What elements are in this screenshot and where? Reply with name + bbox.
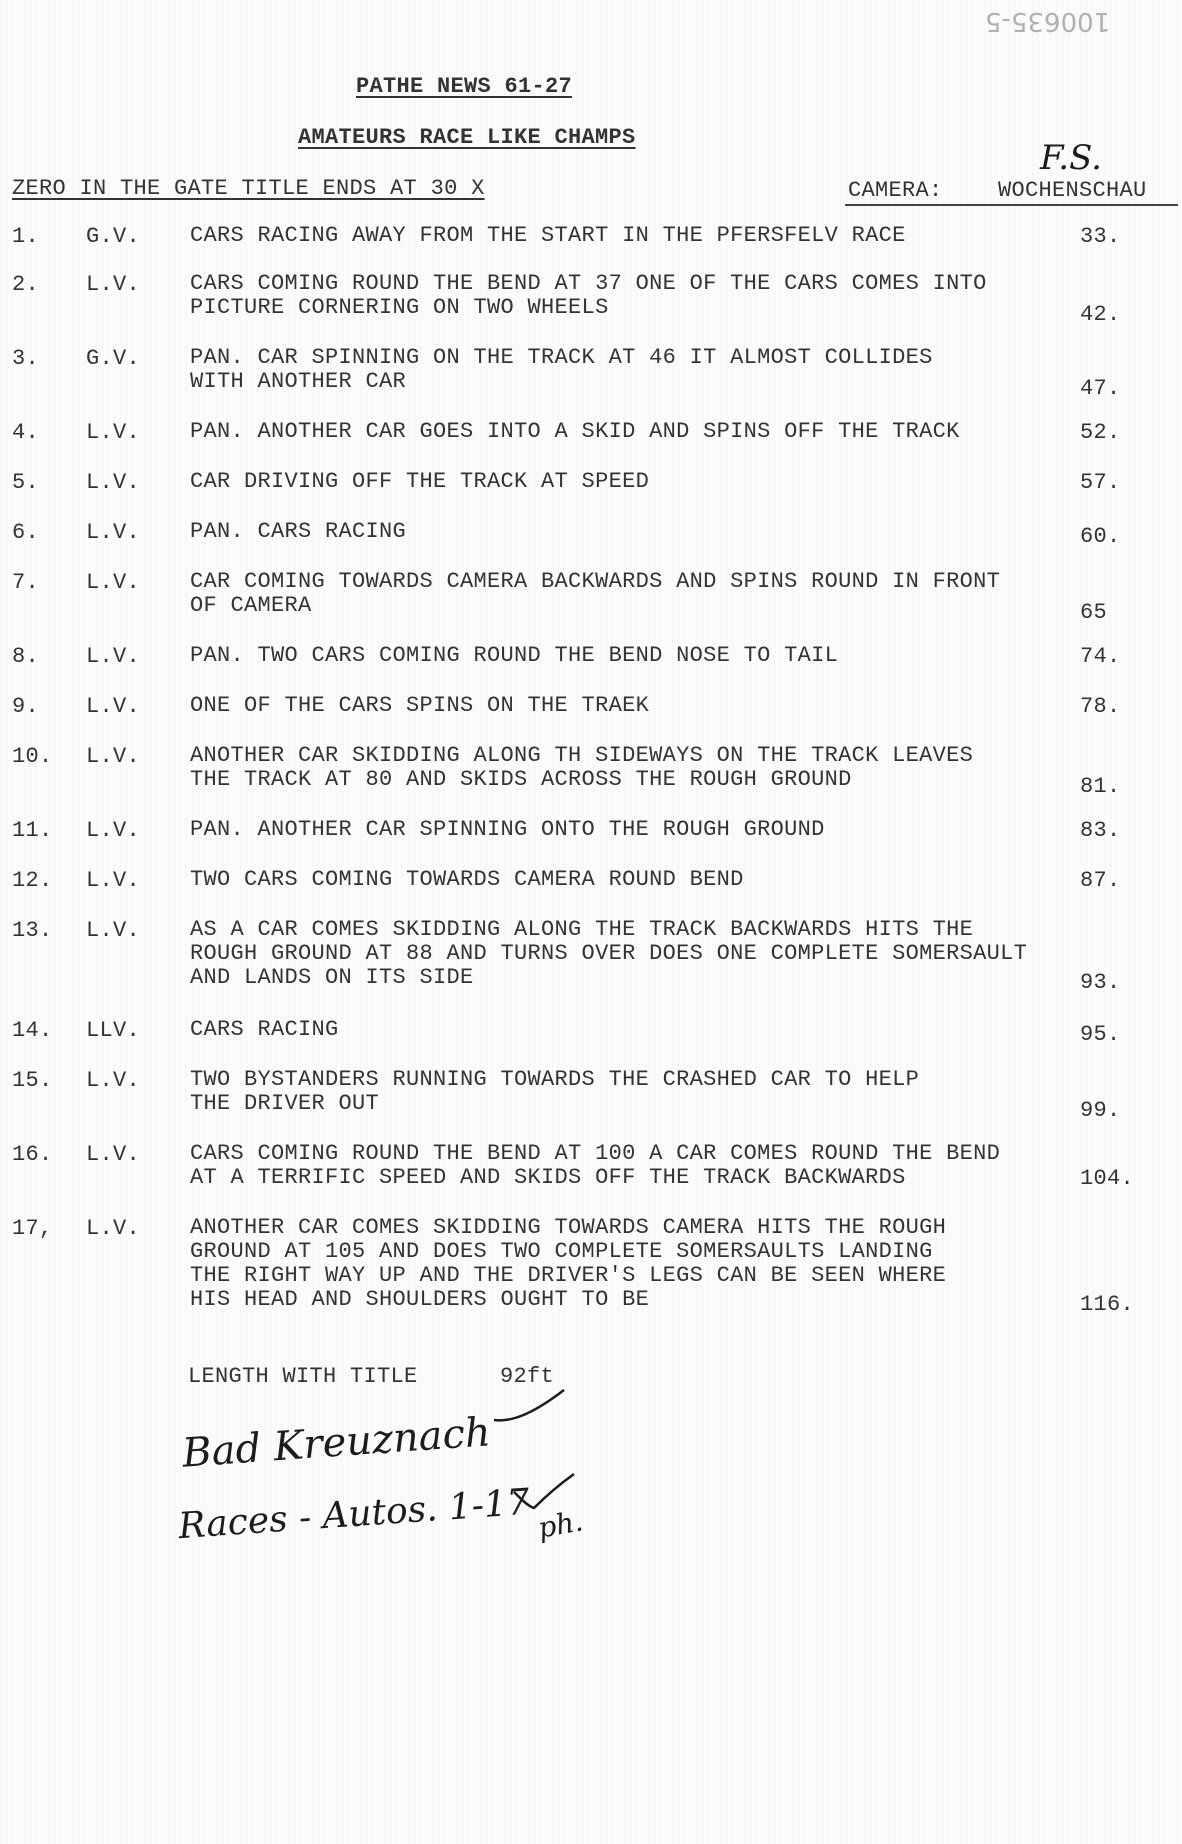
shot-description: CARS COMING ROUND THE BEND AT 37 ONE OF THE CARS COMES INTO PICTURE CORNERING ON TWO WHEELS bbox=[190, 271, 987, 320]
shot-description: PAN. CAR SPINNING ON THE TRACK AT 46 IT ALMOST COLLIDES WITH ANOTHER CAR bbox=[190, 345, 933, 394]
length-label: LENGTH WITH TITLE bbox=[188, 1364, 418, 1389]
shot-number: 12. bbox=[12, 868, 53, 893]
shot-number: 5. bbox=[12, 470, 40, 495]
shot-footage: 104. bbox=[1080, 1166, 1135, 1191]
shot-footage: 78. bbox=[1080, 694, 1121, 719]
shot-footage: 93. bbox=[1080, 970, 1121, 995]
shot-number: 2. bbox=[12, 272, 40, 297]
shot-description: PAN. ANOTHER CAR GOES INTO A SKID AND SPINS OFF THE TRACK bbox=[190, 419, 960, 444]
shot-number: 6. bbox=[12, 520, 40, 545]
check-mark-icon bbox=[490, 1386, 570, 1426]
shot-number: 15. bbox=[12, 1068, 53, 1093]
zero-gate-note: ZERO IN THE GATE TITLE ENDS AT 30 X bbox=[12, 176, 485, 201]
shot-type: L.V. bbox=[86, 868, 141, 893]
shot-description: CARS COMING ROUND THE BEND AT 100 A CAR COMES ROUND THE BEND AT A TERRIFIC SPEED AND SKIDS OFF THE TRACK BACKWARDS bbox=[190, 1141, 1001, 1190]
shot-description: CARS RACING bbox=[190, 1017, 339, 1042]
document-title: PATHE NEWS 61-27 bbox=[356, 74, 573, 99]
shot-type: L.V. bbox=[86, 1216, 141, 1241]
shot-number: 1. bbox=[12, 224, 40, 249]
shot-type: L.V. bbox=[86, 1068, 141, 1093]
handwritten-location: Bad Kreuznach bbox=[180, 1409, 493, 1477]
shot-number: 7. bbox=[12, 570, 40, 595]
shot-description: CAR DRIVING OFF THE TRACK AT SPEED bbox=[190, 469, 650, 494]
shot-description: ONE OF THE CARS SPINS ON THE TRAEK bbox=[190, 693, 650, 718]
shot-footage: 65 bbox=[1080, 600, 1108, 625]
shot-type: L.V. bbox=[86, 744, 141, 769]
shot-number: 4. bbox=[12, 420, 40, 445]
handwritten-initials-bottom: ph. bbox=[535, 1504, 586, 1545]
shot-type: L.V. bbox=[86, 520, 141, 545]
handwritten-catalogue: Races - Autos. 1-17 bbox=[176, 1481, 531, 1548]
shot-footage: 87. bbox=[1080, 868, 1121, 893]
shot-type: G.V. bbox=[86, 224, 141, 249]
shot-footage: 33. bbox=[1080, 224, 1121, 249]
shot-type: L.V. bbox=[86, 570, 141, 595]
shot-number: 3. bbox=[12, 346, 40, 371]
story-title: AMATEURS RACE LIKE CHAMPS bbox=[298, 125, 636, 150]
shot-description: ANOTHER CAR SKIDDING ALONG TH SIDEWAYS ON THE TRACK LEAVES THE TRACK AT 80 AND SKIDS ACROSS THE ROUGH GROUND bbox=[190, 743, 974, 792]
shot-footage: 47. bbox=[1080, 376, 1121, 401]
shot-type: L.V. bbox=[86, 420, 141, 445]
shot-description: CARS RACING AWAY FROM THE START IN THE PFERSFELV RACE bbox=[190, 223, 906, 248]
shot-number: 11. bbox=[12, 818, 53, 843]
shot-footage: 116. bbox=[1080, 1292, 1135, 1317]
shot-footage: 60. bbox=[1080, 524, 1121, 549]
shot-number: 16. bbox=[12, 1142, 53, 1167]
shot-type: G.V. bbox=[86, 346, 141, 371]
shot-description: PAN. CARS RACING bbox=[190, 519, 407, 544]
shot-number: 8. bbox=[12, 644, 40, 669]
shot-description: PAN. TWO CARS COMING ROUND THE BEND NOSE TO TAIL bbox=[190, 643, 839, 668]
shot-type: L.V. bbox=[86, 272, 141, 297]
shot-description: CAR COMING TOWARDS CAMERA BACKWARDS AND SPINS ROUND IN FRONT OF CAMERA bbox=[190, 569, 1001, 618]
shot-type: L.V. bbox=[86, 644, 141, 669]
shot-number: 14. bbox=[12, 1018, 53, 1043]
shot-footage: 42. bbox=[1080, 302, 1121, 327]
shot-number: 13. bbox=[12, 918, 53, 943]
handwritten-initials-top: F.S. bbox=[1040, 138, 1102, 178]
shot-footage: 95. bbox=[1080, 1022, 1121, 1047]
shot-footage: 81. bbox=[1080, 774, 1121, 799]
shot-description: ANOTHER CAR COMES SKIDDING TOWARDS CAMERA HITS THE ROUGH GROUND AT 105 AND DOES TWO COMPLETE SOMERSAULTS LANDING THE RIGHT WAY UP AND THE DRIVER'S LEGS CAN BE SEEN WHERE HIS HEAD AND SHOULDERS OUGHT TO BE bbox=[190, 1215, 947, 1312]
camera-underline bbox=[845, 204, 1178, 206]
shot-type: L.V. bbox=[86, 694, 141, 719]
shot-type: L.V. bbox=[86, 818, 141, 843]
shot-footage: 57. bbox=[1080, 470, 1121, 495]
shot-type: L.V. bbox=[86, 1142, 141, 1167]
shot-number: 10. bbox=[12, 744, 53, 769]
camera-value: WOCHENSCHAU bbox=[998, 178, 1147, 203]
shot-number: 9. bbox=[12, 694, 40, 719]
shot-footage: 74. bbox=[1080, 644, 1121, 669]
camera-label: CAMERA: bbox=[848, 178, 943, 203]
shot-description: AS A CAR COMES SKIDDING ALONG THE TRACK BACKWARDS HITS THE ROUGH GROUND AT 88 AND TURNS OVER DOES ONE COMPLETE SOMERSAULT AND LANDS ON ITS SIDE bbox=[190, 917, 1028, 990]
shot-description: PAN. ANOTHER CAR SPINNING ONTO THE ROUGH GROUND bbox=[190, 817, 825, 842]
shot-number: 17, bbox=[12, 1216, 53, 1241]
shot-footage: 99. bbox=[1080, 1098, 1121, 1123]
length-value: 92ft bbox=[500, 1364, 555, 1389]
shot-type: L.V. bbox=[86, 918, 141, 943]
shot-footage: 52. bbox=[1080, 420, 1121, 445]
shot-description: TWO CARS COMING TOWARDS CAMERA ROUND BEND bbox=[190, 867, 744, 892]
shot-type: LLV. bbox=[86, 1018, 141, 1043]
archive-number: 100635-5 bbox=[985, 6, 1111, 36]
shot-type: L.V. bbox=[86, 470, 141, 495]
shot-description: TWO BYSTANDERS RUNNING TOWARDS THE CRASHED CAR TO HELP THE DRIVER OUT bbox=[190, 1067, 920, 1116]
shot-footage: 83. bbox=[1080, 818, 1121, 843]
